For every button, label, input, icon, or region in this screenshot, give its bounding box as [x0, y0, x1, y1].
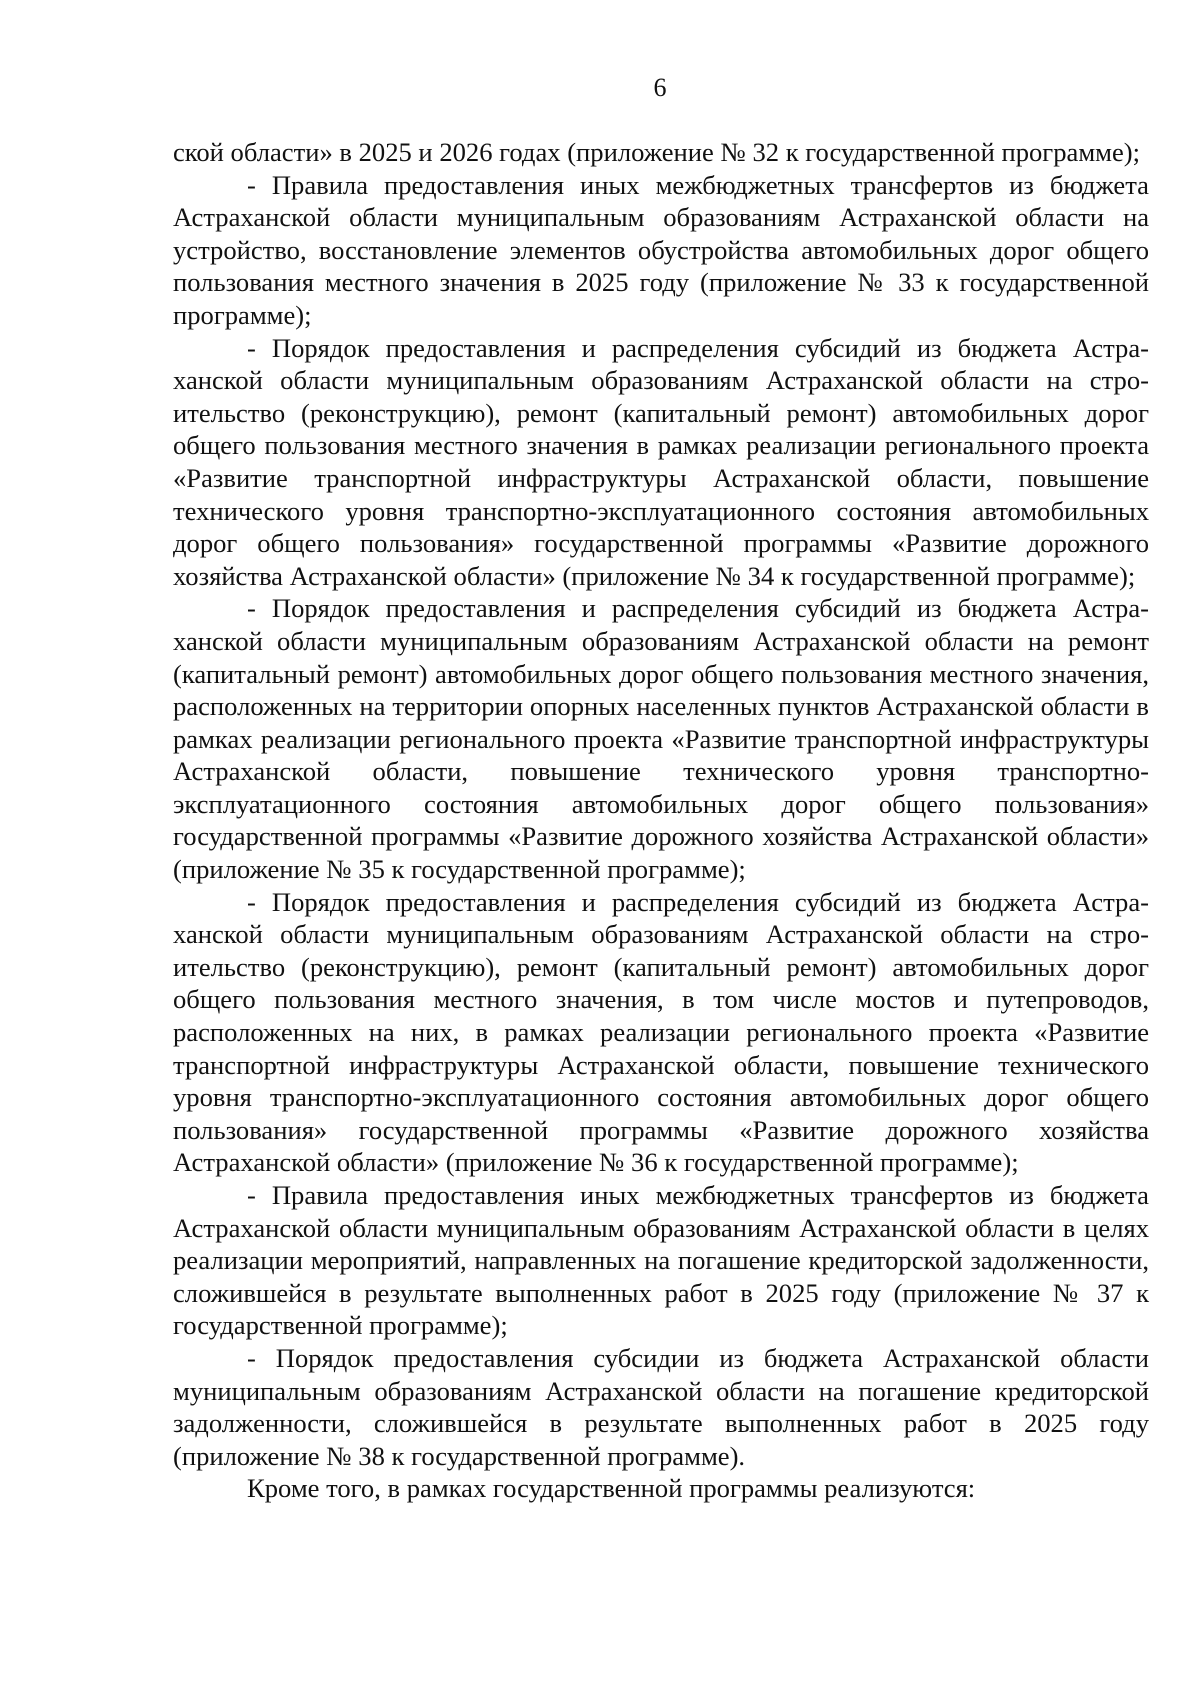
paragraph-appendix-36: - Порядок предоставления и распределения субсидий из бюджета Астраханской области муниципальным образованиям Астраханской области на строительство (реконструкцию), ремонт (капитальный ремонт) автомобильных дорог общего пользования местного значения, в том числе мостов и путепроводов, расположенных на них, в рамках реализации регионального проекта «Развитие транспортной инфраструктуры Астраханской области, повышение технического уровня транспортно-эксплуатационного состояния автомобильных дорог общего пользования» государственной программы «Развитие дорожного хозяйства Астраханской области» (приложение № 36 к государственной программе);	[173, 886, 1149, 1178]
paragraph-appendix-37: - Правила предоставления иных межбюджетных трансфертов из бюджета Астраханской области муниципальным образованиям Астраханской области в целях реализации мероприятий, направленных на погашение кредиторской задолженности, сложившейся в результате выполненных работ в 2025 году (приложение № 37 к государственной программе);	[173, 1180, 1149, 1341]
document-body	[173, 136, 1149, 1505]
paragraph-appendix-38: - Порядок предоставления субсидии из бюджета Астраханской области муниципальным образованиям Астраханской области на погашение кредиторской задолженности, сложившейся в результате выполненных работ в 2025 году (приложение № 38 к государственной программе).	[173, 1342, 1149, 1471]
paragraph-appendix-34: - Порядок предоставления и распределения субсидий из бюджета Астраханской области муниципальным образованиям Астраханской области на строительство (реконструкцию), ремонт (капитальный ремонт) автомобильных дорог общего пользования местного значения в рамках реализации регионального проекта «Развитие транспортной инфраструктуры Астраханской области, повышение технического уровня транспортно-эксплуатационного состояния автомобильных дорог общего пользования» государственной программы «Развитие дорожного хозяйства Астраханской области» (приложение № 34 к государственной программе);	[173, 332, 1149, 591]
paragraph-continuation: ской области» в 2025 и 2026 годах (приложение № 32 к государственной программе);	[173, 137, 1141, 167]
paragraph-appendix-33: - Правила предоставления иных межбюджетных трансфертов из бюджета Астраханской области муниципальным образованиям Астраханской области на устройство, восстановление элементов обустройства автомобильных дорог общего пользования местного значения в 2025 году (приложение № 33 к государственной программе);	[173, 169, 1149, 330]
paragraph-closing: Кроме того, в рамках государственной программы реализуются:	[247, 1473, 976, 1504]
paragraph-appendix-35: - Порядок предоставления и распределения субсидий из бюджета Астраханской области муниципальным образованиям Астраханской области на ремонт (капитальный ремонт) автомобильных дорог общего пользования местного значения, расположенных на территории опорных населенных пунктов Астраханской области в рамках реализации регионального проекта «Развитие транспортной инфраструктуры Астраханской области, повышение технического уровня транспортно-эксплуатационного состояния автомобильных дорог общего пользования» государственной программы «Развитие дорожного хозяйства Астраханской области» (приложение № 35 к государственной программе);	[173, 593, 1149, 885]
page-number: 6	[653, 73, 667, 102]
